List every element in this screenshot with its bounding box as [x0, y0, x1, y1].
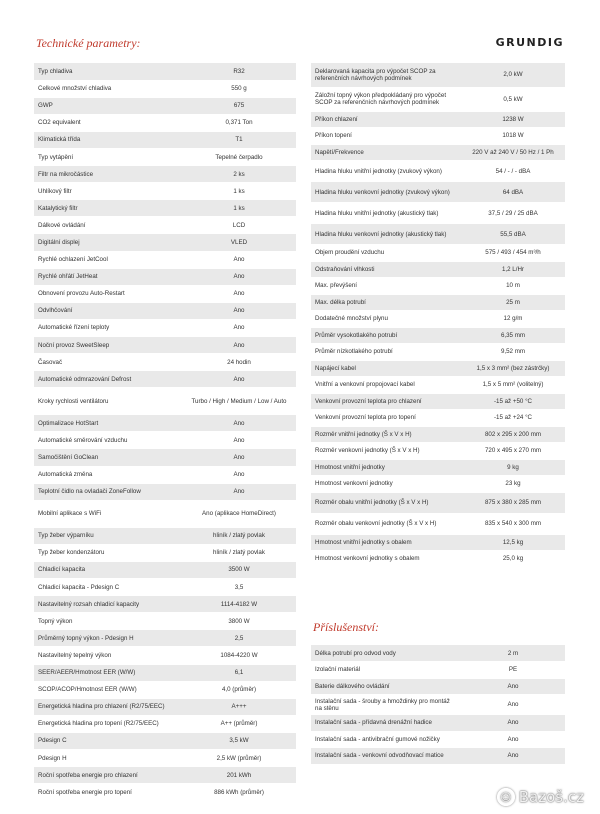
param-label: Průměr vysokotlakého potrubí [311, 327, 461, 344]
table-row [311, 261, 565, 278]
param-label: Teplotní čidlo na ovladači ZoneFollow [34, 483, 182, 500]
param-label: Pdesign H [34, 749, 182, 766]
param-label: Celkové množství chladiva [34, 80, 182, 97]
table-row [311, 182, 565, 203]
watermark-text: Bazoš.cz [518, 788, 584, 806]
table-row [311, 63, 565, 87]
table-row [311, 377, 565, 394]
param-label: Automatické směrování vzduchu [34, 432, 182, 449]
table-row [34, 415, 296, 432]
param-label: Mobilní aplikace s WiFi [34, 500, 182, 527]
table-row [311, 662, 565, 679]
param-label: Odvlhčování [34, 302, 182, 319]
param-label: Katalytický filtr [34, 200, 182, 217]
param-value: 3500 W [182, 561, 296, 578]
table-row [311, 678, 565, 695]
table-row [311, 443, 565, 460]
param-value: 2,5 [182, 630, 296, 647]
param-value: Ano [461, 678, 565, 695]
param-label: Napájecí kabel [311, 360, 461, 377]
table-row [311, 278, 565, 295]
param-label: Chladicí kapacita [34, 561, 182, 578]
param-label: Napětí/Frekvence [311, 144, 461, 161]
param-label: Roční spotřeba energie pro topení [34, 784, 182, 801]
table-row [311, 513, 565, 534]
table-row [34, 767, 296, 784]
table-row [34, 97, 296, 114]
table-row [311, 410, 565, 427]
table-row [311, 311, 565, 328]
param-label: Automatické odmrazování Defrost [34, 371, 182, 388]
table-row [34, 664, 296, 681]
param-value: 575 / 493 / 454 m³/h [461, 245, 565, 262]
param-value: 802 x 295 x 200 mm [461, 426, 565, 443]
table-row [311, 327, 565, 344]
param-value: Ano [182, 285, 296, 302]
accessories-table [311, 645, 565, 765]
param-label: Hmotnost venkovní jednotky [311, 476, 461, 493]
param-label: Nastavitelný tepelný výkon [34, 647, 182, 664]
param-label: Automatické řízení teploty [34, 319, 182, 336]
param-value: Ano [182, 337, 296, 354]
param-label: Automatická změna [34, 466, 182, 483]
param-label: Noční provoz SweetSleep [34, 337, 182, 354]
table-row [311, 294, 565, 311]
param-label: Vnitřní a venkovní propojovací kabel [311, 377, 461, 394]
param-value: 2,0 kW [461, 63, 565, 87]
table-row [34, 732, 296, 749]
param-label: Instalační sada - šrouby a hmoždinky pro montáž na stěnu [311, 695, 461, 715]
param-value: 886 kWh (průměr) [182, 784, 296, 801]
param-label: Hladina hluku vnitřní jednotky (zvukový výkon) [311, 161, 461, 182]
param-value: 2 m [461, 645, 565, 662]
table-row [34, 483, 296, 500]
param-label: Filtr na mikročástice [34, 166, 182, 183]
param-value: Ano [182, 466, 296, 483]
param-value: 64 dBA [461, 182, 565, 203]
param-value: Ano [182, 449, 296, 466]
param-label: Venkovní provozní teplota pro chlazení [311, 393, 461, 410]
table-row [34, 500, 296, 527]
table-row [34, 131, 296, 148]
param-label: Příkon topení [311, 128, 461, 145]
param-value: Ano [182, 415, 296, 432]
table-row [311, 360, 565, 377]
param-value: 10 m [461, 278, 565, 295]
param-value: Ano (aplikace HomeDirect) [182, 500, 296, 527]
table-row [311, 128, 565, 145]
param-value: 3,5 kW [182, 732, 296, 749]
param-label: Rychlé ochlazení JetCool [34, 251, 182, 268]
param-value: 1 ks [182, 183, 296, 200]
param-label: Optimalizace HotStart [34, 415, 182, 432]
param-label: Topný výkon [34, 613, 182, 630]
param-value: Ano [182, 251, 296, 268]
param-label: Průměrný topný výkon - Pdesign H [34, 630, 182, 647]
param-value: 23 kg [461, 476, 565, 493]
right-spec-table [311, 63, 565, 568]
table-row [311, 144, 565, 161]
table-row [311, 161, 565, 182]
table-row [34, 432, 296, 449]
table-row [34, 715, 296, 732]
param-value: T1 [182, 131, 296, 148]
param-value: 1084-4220 W [182, 647, 296, 664]
param-label: Příkon chlazení [311, 111, 461, 128]
table-row [34, 561, 296, 578]
param-value: Ano [461, 695, 565, 715]
table-row [34, 251, 296, 268]
table-row [34, 183, 296, 200]
accessories-title: Příslušenství: [313, 620, 379, 634]
table-row [34, 302, 296, 319]
param-value: 2 ks [182, 166, 296, 183]
param-value: Ano [182, 319, 296, 336]
param-value: 1018 W [461, 128, 565, 145]
param-value: 12 g/m [461, 311, 565, 328]
table-row [34, 371, 296, 388]
table-row [34, 749, 296, 766]
param-value: 54 / - / - dBA [461, 161, 565, 182]
param-label: Dodatečné množství plynu [311, 311, 461, 328]
table-row [34, 630, 296, 647]
table-row [311, 731, 565, 748]
param-label: Rozměr obalu venkovní jednotky (Š x V x H) [311, 513, 461, 534]
param-value: 2,5 kW (průměr) [182, 749, 296, 766]
param-value: Ano [182, 302, 296, 319]
param-value: 835 x 540 x 300 mm [461, 513, 565, 534]
table-row [34, 544, 296, 561]
param-label: Hladina hluku vnitřní jednotky (akustický tlak) [311, 203, 461, 224]
table-row [311, 245, 565, 262]
table-row [311, 551, 565, 568]
table-row [34, 647, 296, 664]
table-row [34, 217, 296, 234]
param-label: GWP [34, 97, 182, 114]
param-value: Ano [461, 731, 565, 748]
param-label: Instalační sada - venkovní odvodňovací matice [311, 748, 461, 765]
table-row [311, 224, 565, 245]
table-row [311, 534, 565, 551]
param-value: Ano [182, 432, 296, 449]
watermark [497, 788, 584, 806]
table-row [311, 695, 565, 715]
table-row [34, 319, 296, 336]
param-value: Ano [182, 483, 296, 500]
param-value: 9,52 mm [461, 344, 565, 361]
table-row [34, 80, 296, 97]
param-value: 675 [182, 97, 296, 114]
table-row [34, 698, 296, 715]
param-label: Rychlé ohřátí JetHeat [34, 268, 182, 285]
table-row [34, 337, 296, 354]
param-value: R32 [182, 63, 296, 80]
param-label: CO2 equivalent [34, 114, 182, 131]
param-value: Ano [182, 268, 296, 285]
table-row [34, 234, 296, 251]
table-row [311, 476, 565, 493]
param-label: Odstraňování vlhkosti [311, 261, 461, 278]
param-value: A+++ [182, 698, 296, 715]
param-label: Chladicí kapacita - Pdesign C [34, 579, 182, 596]
param-label: Průměr nízkotlakého potrubí [311, 344, 461, 361]
table-row [34, 613, 296, 630]
table-row [34, 784, 296, 801]
param-label: Hmotnost venkovní jednotky s obalem [311, 551, 461, 568]
table-row [34, 354, 296, 371]
param-value: A++ (průměr) [182, 715, 296, 732]
param-label: Energetická hladina pro topení (R2/75/EEC) [34, 715, 182, 732]
param-label: Max. převýšení [311, 278, 461, 295]
param-label: Hmotnost vnitřní jednotky [311, 459, 461, 476]
param-label: Deklarovaná kapacita pro výpočet SCOP za referenčních návrhových podmínek [311, 63, 461, 87]
param-label: Max. délka potrubí [311, 294, 461, 311]
param-label: Typ chladiva [34, 63, 182, 80]
param-label: Izolační materiál [311, 662, 461, 679]
param-value: PE [461, 662, 565, 679]
param-value: 6,1 [182, 664, 296, 681]
table-row [34, 527, 296, 544]
table-row [34, 114, 296, 131]
table-row [34, 148, 296, 165]
param-label: Samočištění GoClean [34, 449, 182, 466]
param-label: Venkovní provozní teplota pro topení [311, 410, 461, 427]
param-label: Dálkové ovládání [34, 217, 182, 234]
table-row [34, 388, 296, 415]
param-value: Ano [182, 371, 296, 388]
table-row [34, 285, 296, 302]
param-value: 25,0 kg [461, 551, 565, 568]
table-row [34, 268, 296, 285]
param-value: 37,5 / 29 / 25 dBA [461, 203, 565, 224]
param-value: 220 V až 240 V / 50 Hz / 1 Ph [461, 144, 565, 161]
param-label: Hladina hluku venkovní jednotky (zvukový výkon) [311, 182, 461, 203]
param-value: 1238 W [461, 111, 565, 128]
param-value: 3800 W [182, 613, 296, 630]
param-label: Uhlíkový filtr [34, 183, 182, 200]
table-row [311, 645, 565, 662]
param-label: Energetická hladina pro chlazení (R2/75/EEC) [34, 698, 182, 715]
param-value: LCD [182, 217, 296, 234]
param-label: Délka potrubí pro odvod vody [311, 645, 461, 662]
param-label: Objem proudění vzduchu [311, 245, 461, 262]
table-row [311, 393, 565, 410]
table-row [34, 200, 296, 217]
table-row [34, 681, 296, 698]
param-value: 1,5 x 5 mm² (volitelný) [461, 377, 565, 394]
table-row [34, 166, 296, 183]
param-label: SCOP/ACOP/Hmotnost EER (W/W) [34, 681, 182, 698]
table-row [311, 459, 565, 476]
param-label: Rozměr venkovní jednotky (Š x V x H) [311, 443, 461, 460]
param-label: Rozměr vnitřní jednotky (Š x V x H) [311, 426, 461, 443]
param-label: Hladina hluku venkovní jednotky (akustický tlak) [311, 224, 461, 245]
param-label: Instalační sada - přídavná drenážní hadice [311, 715, 461, 732]
param-label: Baterie dálkového ovládání [311, 678, 461, 695]
table-row [34, 596, 296, 613]
brand-logo: GRUNDIG [495, 36, 564, 49]
param-value: 720 x 495 x 270 mm [461, 443, 565, 460]
param-label: Pdesign C [34, 732, 182, 749]
param-label: Časovač [34, 354, 182, 371]
param-label: Typ žeber výparníku [34, 527, 182, 544]
param-value: -15 až +24 °C [461, 410, 565, 427]
param-value: Tepelné čerpadlo [182, 148, 296, 165]
table-row [311, 426, 565, 443]
param-value: 1 ks [182, 200, 296, 217]
param-label: SEER/AEER/Hmotnost EER (W/W) [34, 664, 182, 681]
param-value: 0,371 Ton [182, 114, 296, 131]
param-label: Instalační sada - antivibrační gumové nožičky [311, 731, 461, 748]
page-title: Technické parametry: [36, 36, 141, 50]
watermark-icon: ☺ [497, 788, 515, 806]
param-value: 550 g [182, 80, 296, 97]
table-row [311, 344, 565, 361]
table-row [311, 492, 565, 513]
param-value: Ano [461, 748, 565, 765]
table-row [34, 63, 296, 80]
param-value: Ano [461, 715, 565, 732]
param-value: 0,5 kW [461, 87, 565, 111]
table-row [311, 715, 565, 732]
param-value: 201 kWh [182, 767, 296, 784]
param-label: Typ vytápění [34, 148, 182, 165]
param-label: Digitální displej [34, 234, 182, 251]
table-row [311, 87, 565, 111]
param-label: Rozměr obalu vnitřní jednotky (Š x V x H) [311, 492, 461, 513]
table-row [311, 111, 565, 128]
param-value: 12,5 kg [461, 534, 565, 551]
param-label: Záložní topný výkon předpokládaný pro výpočet SCOP za referenčních návrhových podmínek [311, 87, 461, 111]
param-label: Nastavitelný rozsah chladicí kapacity [34, 596, 182, 613]
param-label: Klimatická třída [34, 131, 182, 148]
param-label: Roční spotřeba energie pro chlazení [34, 767, 182, 784]
table-row [311, 203, 565, 224]
param-value: -15 až +50 °C [461, 393, 565, 410]
param-value: Turbo / High / Medium / Low / Auto [182, 388, 296, 415]
param-value: hliník / zlatý povlak [182, 544, 296, 561]
param-label: Kroky rychlosti ventilátoru [34, 388, 182, 415]
param-value: 875 x 380 x 285 mm [461, 492, 565, 513]
param-value: 1,5 x 3 mm² (bez zástrčky) [461, 360, 565, 377]
table-row [34, 449, 296, 466]
param-label: Typ žeber kondenzátoru [34, 544, 182, 561]
param-value: 6,35 mm [461, 327, 565, 344]
param-value: 1,2 L/Hr [461, 261, 565, 278]
table-row [34, 466, 296, 483]
param-label: Hmotnost vnitřní jednotky s obalem [311, 534, 461, 551]
param-value: hliník / zlatý povlak [182, 527, 296, 544]
param-value: VLED [182, 234, 296, 251]
param-label: Obnovení provozu Auto-Restart [34, 285, 182, 302]
param-value: 1114-4182 W [182, 596, 296, 613]
param-value: 9 kg [461, 459, 565, 476]
table-row [311, 748, 565, 765]
param-value: 25 m [461, 294, 565, 311]
param-value: 55,5 dBA [461, 224, 565, 245]
param-value: 24 hodin [182, 354, 296, 371]
table-row [34, 579, 296, 596]
left-spec-table [34, 63, 296, 801]
param-value: 3,5 [182, 579, 296, 596]
param-value: 4,0 (průměr) [182, 681, 296, 698]
